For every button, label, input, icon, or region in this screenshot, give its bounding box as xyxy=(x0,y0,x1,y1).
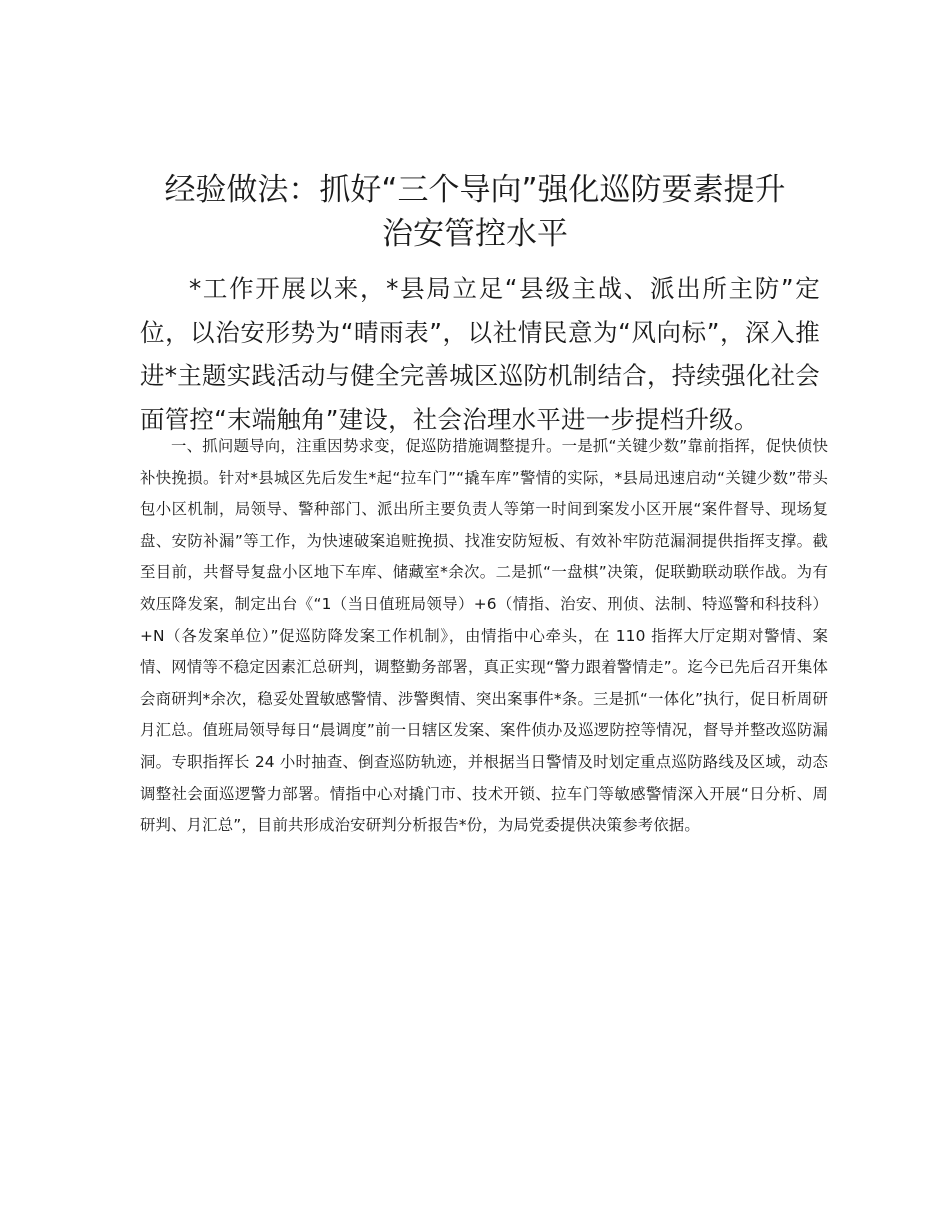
document-title-line-1: 经验做法：抓好“三个导向”强化巡防要素提升 xyxy=(164,172,786,208)
body-paragraph: 一、抓问题导向，注重因势求变，促巡防措施调整提升。一是抓“关键少数”靠前指挥，促快侦快补快挽损。针对*县城区先后发生*起“拉车门”“撬车库”警情的实际，*县局迅速启动“关键少数”带头包小区机制，局领导、警种部门、派出所主要负责人等第一时间到案发小区开展“案件督导、现场复盘、安防补漏”等工作，为快速破案追赃挽损、找准安防短板、有效补牢防范漏洞提供指挥支撑。截至目前，共督导复盘小区地下车库、储藏室*余次。二是抓“一盘棋”决策，促联勤联动联作战。为有效压降发案，制定出台《“1（当日值班局领导）+6（情指、治安、刑侦、法制、特巡警和科技科）+N（各发案单位）”促巡防降发案工作机制》，由情指中心牵头，在 110 指挥大厅定期对警情、案情、网情等不稳定因素汇总研判，调整勤务部署，真正实现“警力跟着警情走”。迄今已先后召开集体会商研判*余次，稳妥处置敏感警情、涉警舆情、突出案事件*条。三是抓“一体化”执行，促日析周研月汇总。值班局领导每日“晨调度”前一日辖区发案、案件侦办及巡逻防控等情况，督导并整改巡防漏洞。专职指挥长 24 小时抽查、倒查巡防轨迹，并根据当日警情及时划定重点巡防路线及区域，动态调整社会面巡逻警力部署。情指中心对撬门市、技术开锁、拉车门等敏感警情深入开展“日分析、周研判、月汇总”，目前共形成治安研判分析报告*份，为局党委提供决策参考依据。 xyxy=(140,437,828,835)
document-title-line-2: 治安管控水平 xyxy=(382,216,568,252)
lead-paragraph: *工作开展以来，*县局立足“县级主战、派出所主防”定位，以治安形势为“晴雨表”，以社情民意为“风向标”，深入推进*主题实践活动与健全完善城区巡防机制结合，持续强化社会面管控“末端触角”建设，社会治理水平进一步提档升级。 xyxy=(140,274,820,434)
